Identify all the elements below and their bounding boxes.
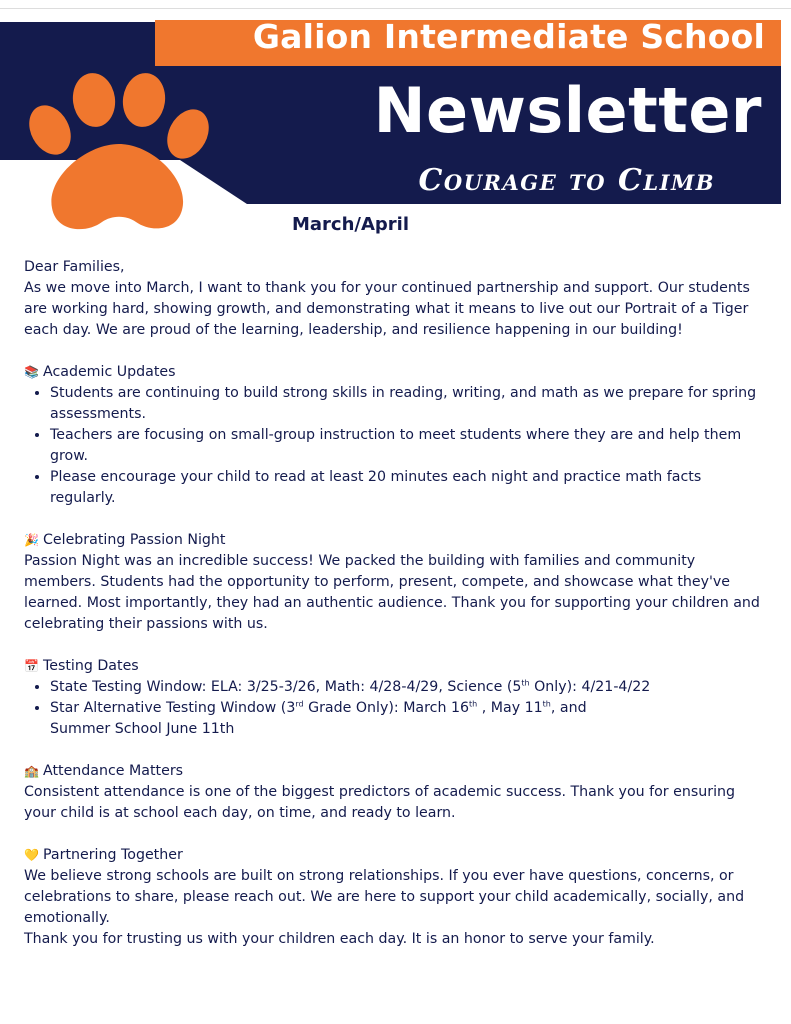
- list-item: • Please encourage your child to read at least 20 minutes each night and practice math facts regularly.: [50, 467, 769, 509]
- list-item: • Students are continuing to build strong skills in reading, writing, and math as we prepare for spring assessments.: [50, 383, 769, 425]
- top-divider: [0, 8, 791, 9]
- yellow-heart-icon: 💛: [24, 848, 39, 862]
- newsletter-body: [24, 257, 769, 950]
- partnering-title: Partnering Together: [43, 847, 183, 863]
- newsletter-tagline: Courage to Climb: [418, 163, 715, 198]
- paw-toe-3: [119, 72, 168, 130]
- passion-title: Celebrating Passion Night: [43, 532, 226, 548]
- passion-paragraph: Passion Night was an incredible success! We packed the building with families and community members. Students had the opportunity to perform, present, compete, and showcase what they've learned. Most importantly, they had an authentic audience. Thank you for supporting your children and celebrating their passions with us.: [24, 553, 760, 632]
- list-item: • Star Alternative Testing Window (3rd Grade Only): March 16th , May 11th, and Summer School June 11th: [50, 698, 769, 740]
- attendance-heading: [24, 761, 769, 782]
- testing-title: Testing Dates: [43, 658, 139, 674]
- academic-title: Academic Updates: [43, 364, 176, 380]
- testing-heading: [24, 656, 769, 677]
- list-item: • State Testing Window: ELA: 3/25-3/26, Math: 4/28-4/29, Science (5th Only): 4/21-4/22: [50, 677, 769, 698]
- testing-list: [24, 677, 769, 740]
- school-name: Galion Intermediate School: [252, 17, 765, 56]
- greeting: Dear Families,: [24, 259, 125, 275]
- party-popper-icon: 🎉: [24, 533, 39, 547]
- list-item: • Teachers are focusing on small-group instruction to meet students where they are and help them grow.: [50, 425, 769, 467]
- books-icon: 📚: [24, 365, 39, 379]
- attendance-paragraph: Consistent attendance is one of the biggest predictors of academic success. Thank you for ensuring your child is at school each day, on time, and ready to learn.: [24, 784, 736, 821]
- calendar-icon: 📅: [24, 659, 39, 673]
- newsletter-title: Newsletter: [373, 74, 762, 147]
- passion-heading: [24, 530, 769, 551]
- paw-pad: [51, 144, 183, 229]
- paw-toe-1: [22, 98, 79, 162]
- tiger-paw-icon: [22, 72, 217, 244]
- intro-paragraph: As we move into March, I want to thank you for your continued partnership and support. Our students are working hard, showing growth, and demonstrating what it means to live out our Portrait of a Tiger each day. We are proud of the learning, leadership, and resilience happening in our building!: [24, 280, 750, 338]
- academic-heading: [24, 362, 769, 383]
- attendance-title: Attendance Matters: [43, 763, 184, 779]
- newsletter-dates: March/April: [292, 214, 410, 235]
- partnering-paragraph: We believe strong schools are built on strong relationships. If you ever have questions, concerns, or celebrations to share, please reach out. We are here to support your child academically, socially, and emotionally.: [24, 868, 745, 926]
- closing-line: Thank you for trusting us with your children each day. It is an honor to serve your family.: [24, 931, 655, 947]
- paw-toe-4: [159, 102, 217, 166]
- paw-toe-2: [69, 72, 118, 130]
- academic-list: [24, 383, 769, 509]
- school-building-icon: 🏫: [24, 764, 39, 778]
- partnering-heading: [24, 845, 769, 866]
